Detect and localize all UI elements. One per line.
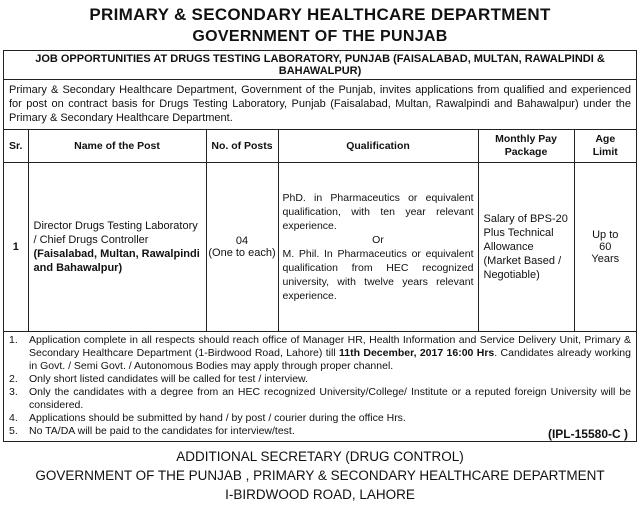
- note-text-main: Application complete in all respects should reach office of Manager HR, Health Information and Service Delivery Unit, Primary & Secondary Healthcare Department (1-Birdwood Road, Lahore) till: [29, 333, 631, 359]
- header-sr: Sr.: [4, 130, 28, 163]
- header-pay: [478, 130, 574, 163]
- note-text: [29, 386, 631, 412]
- post-stations: (Faisalabad, Multan, Rawalpindi and Bahawalpur): [33, 247, 200, 274]
- signatory-title: ADDITIONAL SECRETARY (DRUG CONTROL): [176, 448, 464, 464]
- header-age: [574, 130, 636, 163]
- positions-table-wrap: [4, 130, 636, 331]
- qualification-phd: PhD. in Pharmaceutics or equivalent qualification, with ten year relevant experience.: [282, 191, 474, 232]
- note-text-main: Applications should be submitted by hand / by post / courier during the office Hrs.: [29, 411, 406, 424]
- note-item: [9, 425, 631, 438]
- age-line1: Up to: [592, 228, 619, 241]
- department-title: PRIMARY & SECONDARY HEALTHCARE DEPARTMENT: [89, 5, 551, 24]
- note-item: [9, 412, 631, 425]
- pay-line1: Salary of BPS-20: [483, 212, 568, 225]
- posts-count: 04: [235, 234, 249, 247]
- row-qualification: [278, 163, 478, 331]
- notes-list: [4, 332, 636, 440]
- note-text: [29, 334, 631, 373]
- header-qualification: Qualification: [278, 130, 478, 163]
- header-pay-line1: Monthly Pay: [495, 133, 557, 145]
- note-number: 2.: [9, 372, 18, 385]
- pay-line5: Negotiable): [483, 268, 540, 281]
- post-line1: Director Drugs Testing Laboratory: [33, 219, 198, 232]
- positions-table: [4, 130, 636, 331]
- pay-line4: (Market Based /: [483, 254, 562, 267]
- header-age-line2: Limit: [592, 146, 618, 158]
- note-text: [29, 373, 631, 386]
- ad-subtitle: JOB OPPORTUNITIES AT DRUGS TESTING LABORATORY, PUNJAB (FAISALABAD, MULTAN, RAWALPINDI & BAHAWALPUR): [4, 51, 636, 80]
- pay-line3: Allowance: [483, 240, 534, 253]
- header-post: Name of the Post: [28, 130, 206, 163]
- signatory-block: [3, 447, 637, 504]
- note-number: 4.: [9, 411, 18, 424]
- note-text-main: Only short listed candidates will be called for test / interview.: [29, 372, 308, 385]
- row-post: [28, 163, 206, 331]
- reference-code: (IPL-15580-C ): [547, 426, 628, 441]
- posts-note: (One to each): [208, 246, 276, 259]
- note-text-main: No TA/DA will be paid to the candidates for interview/test.: [29, 424, 295, 437]
- post-line2: / Chief Drugs Controller: [33, 233, 149, 246]
- age-line2: 60: [599, 240, 612, 253]
- note-text-main: Only the candidates with a degree from an HEC recognized University/College/ Institute or a reputed foreign University will be considered.: [29, 385, 631, 411]
- header-pay-line2: Package: [504, 146, 548, 158]
- note-number: 1.: [9, 333, 18, 346]
- qualification-mphil: M. Phil. In Pharmaceutics or equivalent qualification from HEC recognized university, with twelve years relevant experience.: [282, 247, 474, 302]
- qualification-or: Or: [372, 233, 384, 246]
- header-posts: No. of Posts: [206, 130, 278, 163]
- advertisement-frame: [3, 50, 637, 442]
- age-line3: Years: [591, 252, 620, 265]
- note-text-continued: . Candidates already working in Govt. / Semi Govt. / Autonomous Bodies may apply through proper channel.: [29, 346, 631, 372]
- notes-section: [4, 331, 636, 441]
- note-text: [29, 425, 631, 438]
- note-number: 5.: [9, 424, 18, 437]
- note-item: [9, 334, 631, 373]
- signatory-address: I-BIRDWOOD ROAD, LAHORE: [225, 486, 415, 502]
- table-row: [4, 163, 636, 331]
- intro-paragraph: Primary & Secondary Healthcare Department, Government of the Punjab, invites applications from qualified and experienced for post on contract basis for Drugs Testing Laboratory, Punjab (Faisalabad, Multan, Rawalpindi and Bahawalpur) under the Primary & Secondary Healthcare Department.: [4, 80, 636, 130]
- row-sr: 1: [4, 163, 28, 331]
- row-pay: [478, 163, 574, 331]
- government-title: GOVERNMENT OF THE PUNJAB: [192, 28, 448, 45]
- note-item: [9, 373, 631, 386]
- signatory-department: GOVERNMENT OF THE PUNJAB , PRIMARY & SECONDARY HEALTHCARE DEPARTMENT: [35, 467, 605, 483]
- note-number: 3.: [9, 385, 18, 398]
- note-text: [29, 412, 631, 425]
- row-age: [574, 163, 636, 331]
- note-item: [9, 386, 631, 412]
- pay-line2: Plus Technical: [483, 226, 554, 239]
- note-deadline: 11th December, 2017 16:00 Hrs: [339, 346, 495, 359]
- header-age-line1: Age: [595, 133, 616, 145]
- row-posts: [206, 163, 278, 331]
- table-header-row: [4, 130, 636, 163]
